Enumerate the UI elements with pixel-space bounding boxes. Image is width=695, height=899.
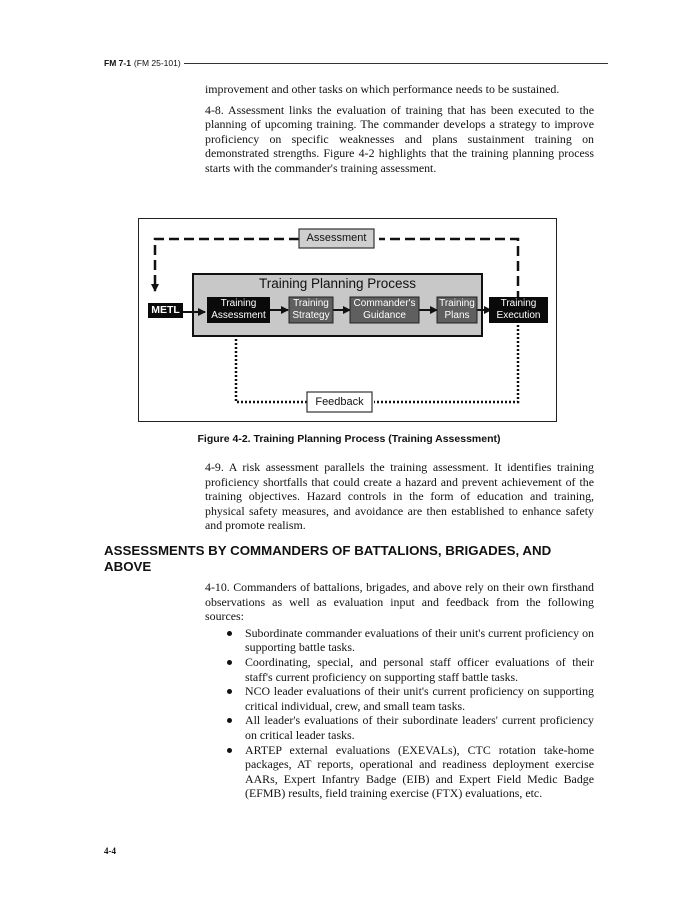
- paragraph-4-9: 4-9. A risk assessment parallels the training assessment. It identifies training proficiency shortfalls that could create a hazard and prevent achievement of the training objectives. Hazard controls in the form of education and training, physical safety measures, and avoidance are then established to enhance safety and promote realism.: [205, 460, 594, 533]
- sources-list: [205, 626, 594, 801]
- page-number: 4-4: [104, 846, 116, 856]
- step-training-assessment: Training Assessment: [211, 298, 266, 321]
- list-item: ARTEP external evaluations (EXEVALs), CTC rotation take-home packages, AT reports, operational and readiness deployment exercise AARs, Expert Infantry Badge (EIB) and Expert Field Medic Badge (EFMB) results, field training exercise (FTX) evaluations, etc.: [205, 743, 594, 801]
- assessment-label: Assessment: [306, 232, 367, 244]
- process-title: Training Planning Process: [258, 276, 417, 291]
- figure-training-planning-process: [138, 218, 557, 422]
- list-item: Subordinate commander evaluations of their unit's current proficiency on supporting battle tasks.: [205, 626, 594, 655]
- running-header: [104, 56, 608, 70]
- metl-box: METL: [151, 304, 180, 316]
- list-item: NCO leader evaluations of their unit's current proficiency on supporting critical individual, crew, and small team tasks.: [205, 684, 594, 713]
- text-block-top: [205, 82, 594, 182]
- alternate-manual-number: (FM 25-101): [133, 58, 181, 68]
- bullet-icon: [227, 660, 232, 665]
- step-training-strategy: Training Strategy: [292, 298, 330, 321]
- list-item: Coordinating, special, and personal staff officer evaluations of their staff's current proficiency on supporting staff battle tasks.: [205, 655, 594, 684]
- paragraph-4-10: 4-10. Commanders of battalions, brigades, and above rely on their own firsthand observations as well as evaluation input and feedback from the following sources:: [205, 580, 594, 624]
- bullet-icon: [227, 748, 232, 753]
- section-heading: ASSESSMENTS BY COMMANDERS OF BATTALIONS, BRIGADES, AND ABOVE: [104, 543, 552, 574]
- bullet-icon: [227, 718, 232, 723]
- training-execution-box: Training Execution: [496, 298, 541, 321]
- paragraph-continued: improvement and other tasks on which performance needs to be sustained.: [205, 82, 560, 96]
- text-block-4-10: [205, 580, 594, 801]
- bullet-icon: [227, 689, 232, 694]
- manual-number: FM 7-1: [104, 58, 131, 68]
- header-rule: [184, 63, 608, 64]
- step-commanders-guidance: Commander's Guidance: [353, 298, 416, 321]
- feedback-label: Feedback: [315, 396, 364, 408]
- step-training-plans: Training Plans: [439, 298, 475, 321]
- text-block-4-9: [205, 460, 594, 539]
- list-item: All leader's evaluations of their subordinate leaders' current proficiency on critical leader tasks.: [205, 713, 594, 742]
- figure-caption: Figure 4-2. Training Planning Process (Training Assessment): [197, 433, 501, 445]
- bullet-icon: [227, 631, 232, 636]
- paragraph-4-8: 4-8. Assessment links the evaluation of training that has been executed to the planning of upcoming training. The commander develops a strategy to improve proficiency on specific weaknesses and plans sustainment training on demonstrated strengths. Figure 4-2 highlights that the training planning process starts with the commander's training assessment.: [205, 102, 594, 175]
